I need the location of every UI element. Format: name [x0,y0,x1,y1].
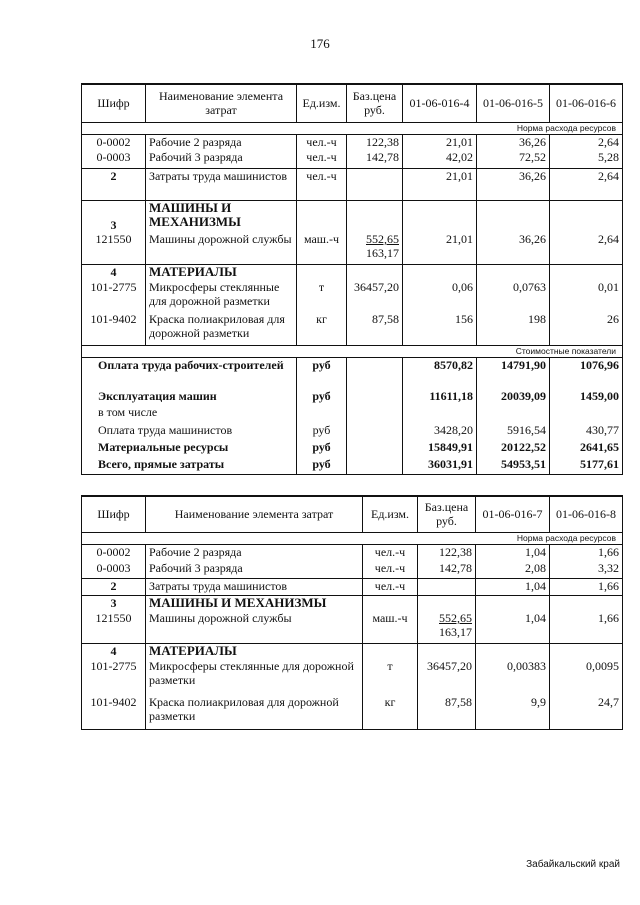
header-col-2: 01-06-016-8 [550,496,623,532]
code-cell: 0-0003 [82,150,146,168]
cost-row [82,389,623,405]
section-title: МАШИНЫ И МЕХАНИЗМЫ [146,200,297,232]
cost-row [82,423,623,440]
code-cell: 0-0002 [82,544,146,561]
price-cell [347,168,403,200]
section-code: 4 [82,643,146,659]
cost-value: 36031,91 [403,457,477,474]
section-row [82,264,623,280]
code-cell: 101-2775 [82,280,146,312]
value-cell: 36,26 [477,168,550,200]
cost-unit: руб [297,423,347,440]
cost-value: 20039,09 [477,389,550,405]
header-col-2: 01-06-016-5 [477,84,550,122]
section-code: 3 [82,200,146,232]
value-cell: 1,66 [550,544,623,561]
name-cell: Краска полиакриловая для дорожной разметки [146,312,297,345]
cost-name: Оплата труда рабочих-строителей [82,357,297,389]
value-cell: 9,9 [476,695,550,729]
table-row [82,232,623,264]
cost-unit: руб [297,440,347,457]
value-cell: 1,04 [476,544,550,561]
value-cell: 21,01 [403,168,477,200]
resource-table-2 [81,495,623,730]
name-cell: Рабочие 2 разряда [146,134,297,150]
value-cell: 0,0095 [550,659,623,695]
section-row [82,643,623,659]
value-cell: 21,01 [403,232,477,264]
value-cell: 156 [403,312,477,345]
code-cell: 121550 [82,611,146,643]
value-cell: 2,64 [550,134,623,150]
value-cell: 2,64 [550,168,623,200]
cost-name: в том числе [82,405,297,423]
unit-cell: маш.-ч [297,232,347,264]
value-cell: 0,00383 [476,659,550,695]
cost-label-row [82,345,623,357]
value-cell: 26 [550,312,623,345]
section-code: 3 [82,595,146,611]
cost-value: 15849,91 [403,440,477,457]
norm-row [82,122,623,134]
value-cell: 0,01 [550,280,623,312]
norm-label: Норма расхода ресурсов [82,122,623,134]
table-row [82,611,623,643]
name-cell: Рабочие 2 разряда [146,544,363,561]
name-cell: Затраты труда машинистов [146,578,363,595]
header-name: Наименование элемента затрат [146,496,363,532]
unit-cell: чел.-ч [297,150,347,168]
section-title: МАТЕРИАЛЫ [146,264,297,280]
unit-cell: чел.-ч [363,578,418,595]
unit-cell: т [297,280,347,312]
cost-name: Материальные ресурсы [82,440,297,457]
price-cell [347,232,403,264]
name-cell: Краска полиакриловая для дорожной разметки [146,695,363,729]
cost-name: Оплата труда машинистов [82,423,297,440]
unit-cell: кг [363,695,418,729]
header-code: Шифр [82,84,146,122]
header-row [82,84,623,122]
price-cell [418,611,476,643]
cost-label: Стоимостные показатели [82,345,623,357]
cost-value: 5177,61 [550,457,623,474]
cost-value: 430,77 [550,423,623,440]
unit-cell: т [363,659,418,695]
section-title: МАШИНЫ И МЕХАНИЗМЫ [146,595,363,611]
unit-cell: маш.-ч [363,611,418,643]
cost-name: Всего, прямые затраты [82,457,297,474]
table-row [82,150,623,168]
value-cell: 21,01 [403,134,477,150]
region-footer: Забайкальский край [526,859,620,870]
name-cell: Рабочий 3 разряда [146,561,363,578]
cost-unit: руб [297,457,347,474]
code-cell: 101-9402 [82,312,146,345]
code-cell: 101-9402 [82,695,146,729]
cost-value: 5916,54 [477,423,550,440]
norm-label: Норма расхода ресурсов [82,532,623,544]
price-base: 552,65 [439,611,472,625]
unit-cell: чел.-ч [297,168,347,200]
price-cell: 36457,20 [418,659,476,695]
unit-cell: кг [297,312,347,345]
cost-unit: руб [297,357,347,389]
value-cell: 1,66 [550,578,623,595]
header-row [82,496,623,532]
cost-value: 1076,96 [550,357,623,389]
cost-value: 20122,52 [477,440,550,457]
price-cell: 36457,20 [347,280,403,312]
name-cell: Затраты труда машинистов [146,168,297,200]
cost-row [82,405,623,423]
cost-value: 11611,18 [403,389,477,405]
header-col-3: 01-06-016-6 [550,84,623,122]
cost-value: 3428,20 [403,423,477,440]
code-cell: 2 [82,578,146,595]
header-name: Наименование элемента затрат [146,84,297,122]
header-unit: Ед.изм. [297,84,347,122]
cost-value: 8570,82 [403,357,477,389]
price-secondary: 163,17 [439,625,472,639]
unit-cell: чел.-ч [363,544,418,561]
section-row [82,595,623,611]
table-row [82,280,623,312]
table-row [82,168,623,200]
table-row [82,134,623,150]
value-cell: 0,0763 [477,280,550,312]
header-unit: Ед.изм. [363,496,418,532]
code-cell: 101-2775 [82,659,146,695]
cost-unit: руб [297,389,347,405]
cost-name: Эксплуатация машин [82,389,297,405]
value-cell: 1,66 [550,611,623,643]
price-cell: 142,78 [418,561,476,578]
table-row [82,544,623,561]
header-col-1: 01-06-016-7 [476,496,550,532]
value-cell: 198 [477,312,550,345]
value-cell: 0,06 [403,280,477,312]
value-cell: 36,26 [477,232,550,264]
code-cell: 0-0003 [82,561,146,578]
name-cell: Рабочий 3 разряда [146,150,297,168]
cost-row [82,457,623,474]
cost-value: 2641,65 [550,440,623,457]
price-cell [418,578,476,595]
table-row [82,659,623,695]
resource-table-1 [81,83,623,475]
price-cell: 122,38 [347,134,403,150]
name-cell: Машины дорожной службы [146,232,297,264]
value-cell: 5,28 [550,150,623,168]
price-cell: 87,58 [347,312,403,345]
code-cell: 0-0002 [82,134,146,150]
value-cell: 2,64 [550,232,623,264]
value-cell: 1,04 [476,611,550,643]
value-cell: 2,08 [476,561,550,578]
value-cell: 24,7 [550,695,623,729]
cost-row [82,440,623,457]
name-cell: Микросферы стеклянные для дорожной разметки [146,280,297,312]
price-cell: 122,38 [418,544,476,561]
unit-cell: чел.-ч [363,561,418,578]
cost-value: 14791,90 [477,357,550,389]
value-cell: 42,02 [403,150,477,168]
price-cell: 142,78 [347,150,403,168]
cost-row [82,357,623,389]
name-cell: Машины дорожной службы [146,611,363,643]
section-title: МАТЕРИАЛЫ [146,643,363,659]
price-cell: 87,58 [418,695,476,729]
value-cell: 1,04 [476,578,550,595]
value-cell: 72,52 [477,150,550,168]
table-row [82,561,623,578]
header-code: Шифр [82,496,146,532]
norm-row [82,532,623,544]
page-number: 176 [310,36,330,51]
value-cell: 3,32 [550,561,623,578]
table-row [82,695,623,729]
table-row [82,578,623,595]
table-row [82,312,623,345]
code-cell: 121550 [82,232,146,264]
header-price: Баз.цена руб. [347,84,403,122]
price-base: 552,65 [366,232,399,246]
cost-value: 1459,00 [550,389,623,405]
header-price: Баз.цена руб. [418,496,476,532]
name-cell: Микросферы стеклянные для дорожной разметки [146,659,363,695]
value-cell: 36,26 [477,134,550,150]
section-row [82,200,623,232]
code-cell: 2 [82,168,146,200]
header-col-1: 01-06-016-4 [403,84,477,122]
section-code: 4 [82,264,146,280]
cost-value: 54953,51 [477,457,550,474]
unit-cell: чел.-ч [297,134,347,150]
price-secondary: 163,17 [366,246,399,260]
